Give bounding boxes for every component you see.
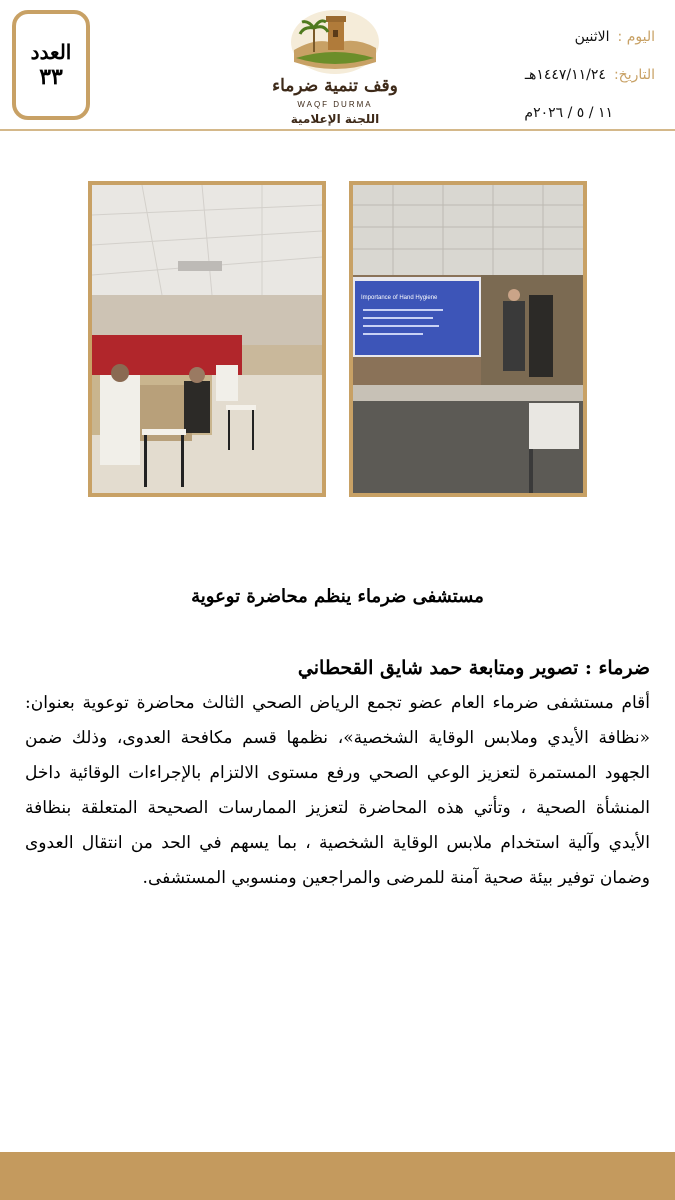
date-block [475, 18, 655, 132]
logo-latin: WAQF DURMA [297, 100, 373, 109]
waqf-durma-logo [270, 6, 400, 130]
date-hijri: ١٤٤٧/١١/٢٤هـ [524, 67, 606, 83]
media-committee-label: اللجنة الإعلامية [290, 112, 380, 126]
date-row [475, 56, 655, 94]
day-value: الاثنين [574, 29, 610, 45]
photo-lecturer [349, 181, 587, 497]
issue-number-box [12, 10, 90, 120]
header-divider [0, 129, 675, 131]
issue-label: العدد [30, 40, 72, 64]
day-label: اليوم : [617, 29, 655, 45]
slide-title: Importance of Hand Hygiene [361, 295, 438, 301]
issue-number: ٣٣ [39, 64, 63, 90]
date-gregorian: ١١ / ٥ / ٢٠٢٦م [524, 105, 613, 121]
photo-audience [88, 181, 326, 497]
logo-emblem-icon [288, 6, 382, 76]
logo-name: وقف تنمية ضرماء [272, 76, 398, 96]
article-headline: مستشفى ضرماء ينظم محاضرة توعوية [191, 586, 484, 607]
footer-band [0, 1152, 675, 1200]
day-row [475, 18, 655, 56]
gregorian-row [475, 94, 655, 132]
article-body: أقام مستشفى ضرماء العام عضو تجمع الرياض الصحي الثالث محاضرة توعوية بعنوان: «نظافة الأيدي وملابس الوقاية الشخصية»، نظمها قسم مكافحة العدوى، وذلك ضمن الجهود المستمرة لتعزيز الوعي الصحي ورفع مستوى الالتزام بالإجراءات الوقائية داخل المنشأة الصحية ، وتأتي هذه المحاضرة لتعزيز الممارسات الصحيحة المتعلقة بنظافة الأيدي وآلية استخدام ملابس الوقاية الشخصية ، بما يسهم في الحد من انتقال العدوى وضمان توفير بيئة صحية آمنة للمرضى والمراجعين ومنسوبي المستشفى. [25, 693, 650, 888]
date-label: التاريخ: [613, 67, 655, 83]
article-byline: ضرماء : تصوير ومتابعة حمد شايق القحطاني [297, 657, 650, 679]
